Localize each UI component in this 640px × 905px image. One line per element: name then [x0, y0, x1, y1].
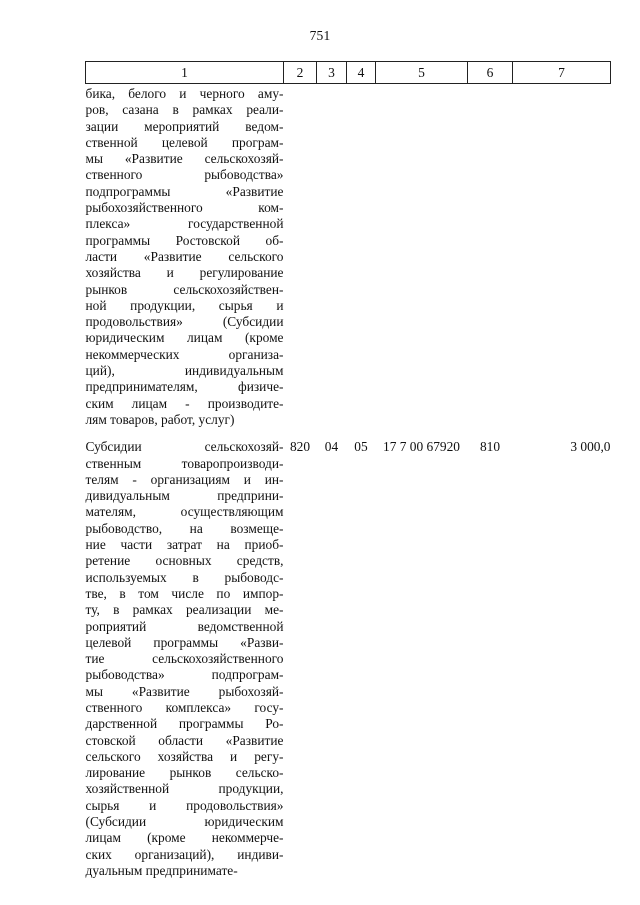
column-header-4: 4 — [347, 62, 376, 84]
description-line: роприятий ведомственной — [85, 618, 284, 634]
description-line: некоммерческих организа- — [85, 346, 284, 362]
description-line: ние части затрат на приоб- — [85, 537, 284, 553]
column-header-5: 5 — [376, 62, 468, 84]
cell-subsection: 05 — [354, 439, 368, 455]
table-header-row — [86, 62, 611, 84]
description-line: зации мероприятий ведом- — [85, 118, 284, 134]
cell-expense-type — [468, 84, 513, 437]
column-header-1: 1 — [86, 62, 284, 84]
description-line: мы «Развитие рыбохозяй- — [85, 683, 284, 699]
column-header-6: 6 — [468, 62, 513, 84]
column-header-7: 7 — [513, 62, 611, 84]
description-line: юридическим лицам (кроме — [85, 330, 284, 346]
description-line: ственным товаропроизводи- — [85, 455, 284, 471]
description-line: дивидуальным предприни- — [85, 488, 284, 504]
description-line: ной продукции, сырья и — [85, 297, 284, 313]
description-line: дуальным предпринимате- — [85, 862, 238, 878]
description-line: ских организаций), индиви- — [85, 846, 284, 862]
cell-target-article: 17 7 00 67920 — [383, 439, 460, 455]
description-line: сырья и продовольствия» — [85, 797, 284, 813]
description-line: рыбоводства» подпрограм- — [85, 667, 284, 683]
description-line: подпрограммы «Развитие — [85, 183, 284, 199]
cell-ministry-code — [284, 84, 317, 437]
description-line: программы Ростовской об- — [85, 232, 284, 248]
description-line: лям товаров, работ, услуг) — [85, 411, 235, 427]
description-line: хозяйственной продукции, — [85, 781, 284, 797]
column-header-3: 3 — [317, 62, 347, 84]
description-line: продовольствия» (Субсидии — [85, 314, 284, 330]
description-line: хозяйства и регулирование — [85, 265, 284, 281]
description-line: телям - организациям и ин- — [85, 471, 284, 487]
cell-ministry-code: 820 — [289, 439, 311, 455]
description-line: мы «Развитие сельскохозяй- — [85, 151, 284, 167]
table-row — [86, 436, 611, 879]
column-header-2: 2 — [284, 62, 317, 84]
row-description — [86, 436, 284, 879]
description-line: мателям, осуществляющим — [85, 504, 284, 520]
budget-table — [85, 61, 611, 879]
description-line: тве, в том числе по импор- — [85, 585, 284, 601]
cell-expense-type: 810 — [479, 439, 501, 455]
page-number: 751 — [309, 28, 331, 43]
description-line: бика, белого и черного аму- — [85, 86, 284, 101]
description-line: ственного комплекса» госу- — [85, 699, 284, 715]
description-line: ций), индивидуальным — [85, 363, 284, 379]
description-line: используемых в рыбоводс- — [85, 569, 284, 585]
cell-target-article — [376, 84, 468, 437]
description-line: дарственной программы Ро- — [85, 716, 284, 732]
description-line: ласти «Развитие сельского — [85, 248, 284, 264]
description-line: лирование рынков сельско- — [85, 765, 284, 781]
description-line: ров, сазана в рамках реали- — [85, 102, 284, 118]
description-line: ственной целевой програм- — [85, 134, 284, 150]
description-line: сельского хозяйства и регу- — [85, 748, 284, 764]
description-line: ским лицам - производите- — [85, 395, 284, 411]
description-line: рыбоводство, на возмеще- — [85, 520, 284, 536]
cell-section — [317, 84, 347, 437]
description-line: Субсидии сельскохозяй- — [85, 439, 284, 455]
description-line: рыбохозяйственного ком- — [85, 200, 284, 216]
cell-section: 04 — [324, 439, 339, 455]
table-row — [86, 84, 611, 437]
row-description — [86, 84, 284, 437]
cell-amount: 3 000,0 — [570, 439, 611, 455]
description-line: целевой программы «Разви- — [85, 634, 284, 650]
description-line: стовской области «Развитие — [85, 732, 284, 748]
description-line: рынков сельскохозяйствен- — [85, 281, 284, 297]
description-line: ретение основных средств, — [85, 553, 284, 569]
description-line: тие сельскохозяйственного — [85, 651, 284, 667]
description-line: (Субсидии юридическим — [85, 814, 284, 830]
description-line: ственного рыбоводства» — [85, 167, 284, 183]
description-line: предпринимателям, физиче- — [85, 379, 284, 395]
description-line: ту, в рамках реализации ме- — [85, 602, 284, 618]
cell-subsection — [347, 84, 376, 437]
description-line: плекса» государственной — [85, 216, 284, 232]
cell-amount — [513, 84, 611, 437]
description-line: лицам (кроме некоммерче- — [85, 830, 284, 846]
